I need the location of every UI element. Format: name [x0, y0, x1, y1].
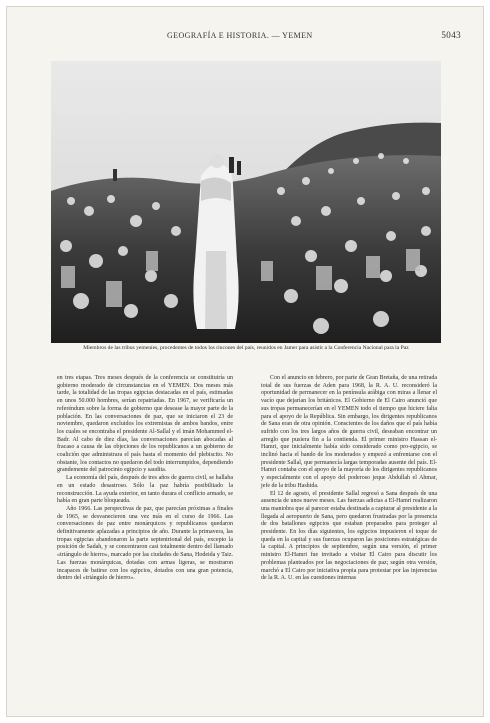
- photo-illustration: [51, 61, 441, 343]
- photo-caption: Miembros de las tribus yemeníes, procedentes de todos los rincones del país, reunidos en Jamer para asistir a la Conferencia Nacional para la Paz: [83, 345, 409, 351]
- paragraph: La economía del país, después de tres años de guerra civil, se hallaba en un estado desastroso. Sólo la paz habría posibilitado la reconstrucción. La ayuda exterior, en tanto durara el conflicto armado, se había en gran parte bloqueada.: [57, 475, 233, 505]
- paragraph: Con el anuncio en febrero, por parte de Gran Bretaña, de una retirada total de sus fuerzas de Aden para 1968, la R. A. U. reconsideró la oportunidad de permanecer en la península arábiga con miras a llenar el vacío que dejarían los británicos. El Gobierno de El Cairo anunció que sus tropas permanecerían en el YEMEN todo el tiempo que hiciere falta para el apoyo de la República. Sin embargo, los dirigentes republicanos de Sana eran de otra opinión. Conscientes de los daños que el país había sufrido con los tres largos años de guerra civil, deseaban encontrar un arreglo que pusiera fin a la contienda. El primer ministro Hassan el-Hamri, que inicialmente había sido considerado como pro-egipcio, se inclinó hacia el bando de los moderados y empezó a enfrentarse con el presidente Sallal, que permanecía largas temporadas ausente del país. El-Hamri contaba con el apoyo de la mayoría de los dirigentes republicanos y especialmente con el apoyo del poderoso jeque Abdullah el Ahmar, jefe de la tribu Hashida.: [261, 375, 437, 489]
- page-header: [7, 31, 483, 45]
- paragraph: El 12 de agosto, el presidente Sallal regresó a Sana después de una ausencia de unos nueve meses. Las fuerzas adictas a El-Hamri realizaron una maniobra que al parecer estaba destinada a capturar al presidente a la llegada al aeropuerto de Sana, pero quedaron frustradas por la presencia de dos batallones egipcios que estaban preparados para proteger al presidente. En los días siguientes, los egipcios impusieron el toque de queda en la capital y sus fuerzas ocuparon las posiciones estratégicas de la capital. A principios de septiembre, según una versión, el primer ministro El-Hamri fue invitado a visitar El Cairo para discutir los problemas planteados por las negociaciones de paz; según otra versión, marchó a El Cairo por iniciativa propia para protestar por las injerencias de la R. A. U. en las cuestiones internas: [261, 490, 437, 582]
- magazine-page: [6, 6, 484, 717]
- page-number: 5043: [441, 30, 461, 40]
- paragraph: en tres etapas. Tres meses después de la conferencia se constituiría un gobierno moderado de circunstancias en el YEMEN. Dos meses más tarde, la totalidad de las tropas egipcias destacadas en el país, estimadas en unos 50.000 hombres, serían repatriadas. En 1967, se verificaría un referéndum sobre la forma de gobierno que desease la mayor parte de la población. En las conversaciones de paz, que se iniciaron el 23 de noviembre, quedaron excluidos los extremistas de ambos bandos, entre los cuales se encontraba el presidente Al-Sallal y el imán Mohammed el-Badr. Al cabo de diez días, las conversaciones parecían abocadas al fracaso a causa de las objeciones de los republicanos a un gobierno de coalición que administrara el país hasta el momento del plebiscito. No obstante, los contactos no quedaron del todo interrumpidos, dependiendo grandemente del patrocinio egipcio y saudita.: [57, 375, 233, 474]
- crowd-photograph: [51, 61, 441, 343]
- paragraph: Año 1966. Las perspectivas de paz, que parecían próximas a finales de 1965, se desvanecieron una vez más en el curso de 1966. Las conversaciones de paz entre monárquicos y republicanos quedaron definitivamente aplazadas a principios de año. Durante la primavera, las tropas egipcias abandonaron la parte septentrional del país, excepto la posición de Sadah, y se concentraron casi totalmente dentro del llamado «triángulo de hierro», marcado por las ciudades de Sana, Hodeida y Taiz. Las fuerzas monárquicas, dotadas con armas ligeras, se mostraron incapaces de batirse con los egipcios, dotados con una gran potencia, dentro del «triángulo de hierro».: [57, 505, 233, 582]
- text-column-left: [57, 375, 233, 583]
- running-title: GEOGRAFÍA E HISTORIA. — YEMEN: [167, 31, 313, 40]
- text-column-right: [261, 375, 437, 583]
